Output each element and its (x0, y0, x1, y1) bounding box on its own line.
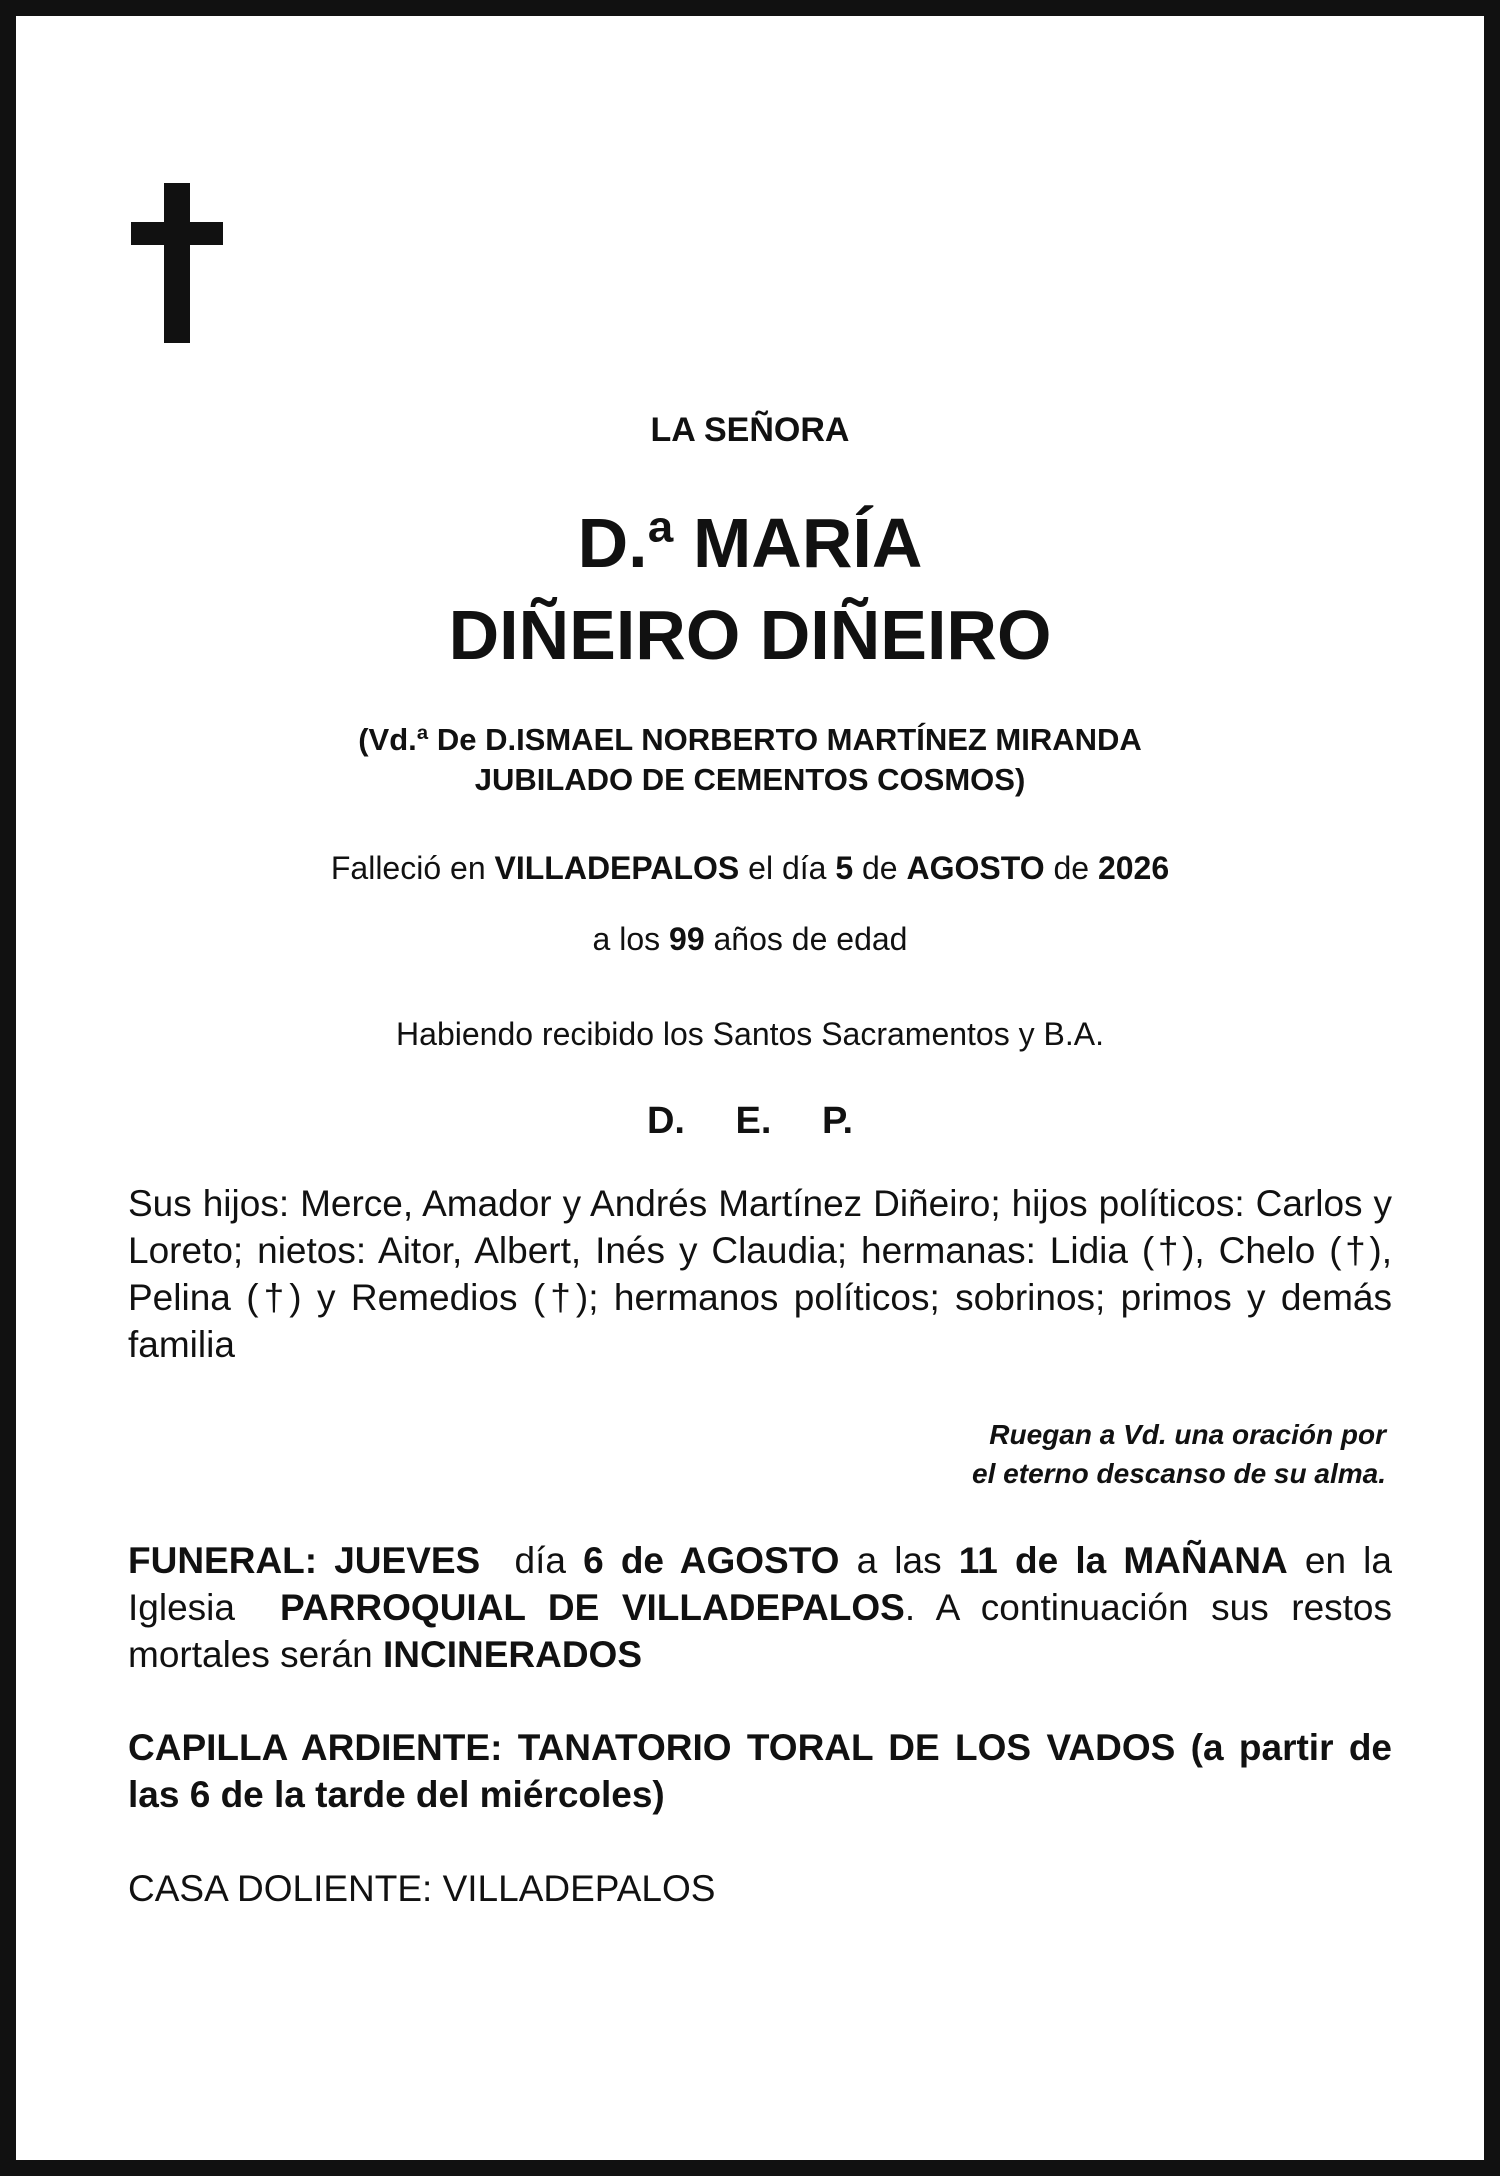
funeral-date: 6 de AGOSTO (583, 1540, 840, 1581)
funeral-paragraph: FUNERAL: JUEVES día 6 de AGOSTO a las 11 de la MAÑANA en la Iglesia PARROQUIAL DE VILLADEPALOS. A continuación sus restos mortales serán INCINERADOS (128, 1540, 1403, 1675)
cross-icon (131, 183, 223, 343)
funeral-action: INCINERADOS (383, 1634, 643, 1675)
funeral-church: PARROQUIAL DE VILLADEPALOS (280, 1587, 905, 1628)
chapel-paragraph: CAPILLA ARDIENTE: TANATORIO TORAL DE LOS VADOS (a partir de las 6 de la tarde del miércoles) (128, 1727, 1392, 1815)
prayer-request: Ruegan a Vd. una oración por el eterno descanso de su alma. (972, 1419, 1386, 1489)
age-info: a los 99 años de edad (592, 921, 908, 957)
funeral-label: FUNERAL: JUEVES (128, 1540, 481, 1581)
deceased-name-line1: D.ª MARÍA (577, 504, 923, 582)
death-day: 5 (835, 850, 854, 886)
widow-line1: (Vd.ª De D.ISMAEL NORBERTO MARTÍNEZ MIRANDA (358, 722, 1142, 757)
widow-line2: JUBILADO DE CEMENTOS COSMOS) (474, 762, 1026, 797)
dep-line: D. E. P. (646, 1100, 854, 1142)
chapel-label: CAPILLA ARDIENTE (128, 1727, 491, 1768)
funeral-time: 11 de la MAÑANA (958, 1540, 1288, 1581)
death-year: 2026 (1097, 850, 1170, 886)
death-place: VILLADEPALOS (494, 850, 740, 886)
house-line: CASA DOLIENTE: VILLADEPALOS (128, 1868, 716, 1909)
family-paragraph: Sus hijos: Merce, Amador y Andrés Martínez Diñeiro; hijos políticos: Carlos y Loreto; nietos: Aitor, Albert, Inés y Claudia; hermanas: Lidia (†), Chelo (†), Pelina (†) y Remedios (†); hermanos políticos; sobrinos; primos y demás familia (128, 1183, 1392, 1365)
deceased-name-line2: DIÑEIRO DIÑEIRO (448, 596, 1052, 674)
sacraments-line: Habiendo recibido los Santos Sacramentos y B.A. (396, 1016, 1104, 1052)
title-small: LA SEÑORA (650, 411, 850, 449)
death-info: Falleció en VILLADEPALOS el día 5 de AGOSTO de 2026 (330, 850, 1170, 886)
death-month: AGOSTO (906, 850, 1045, 886)
age-years: 99 (669, 921, 705, 957)
